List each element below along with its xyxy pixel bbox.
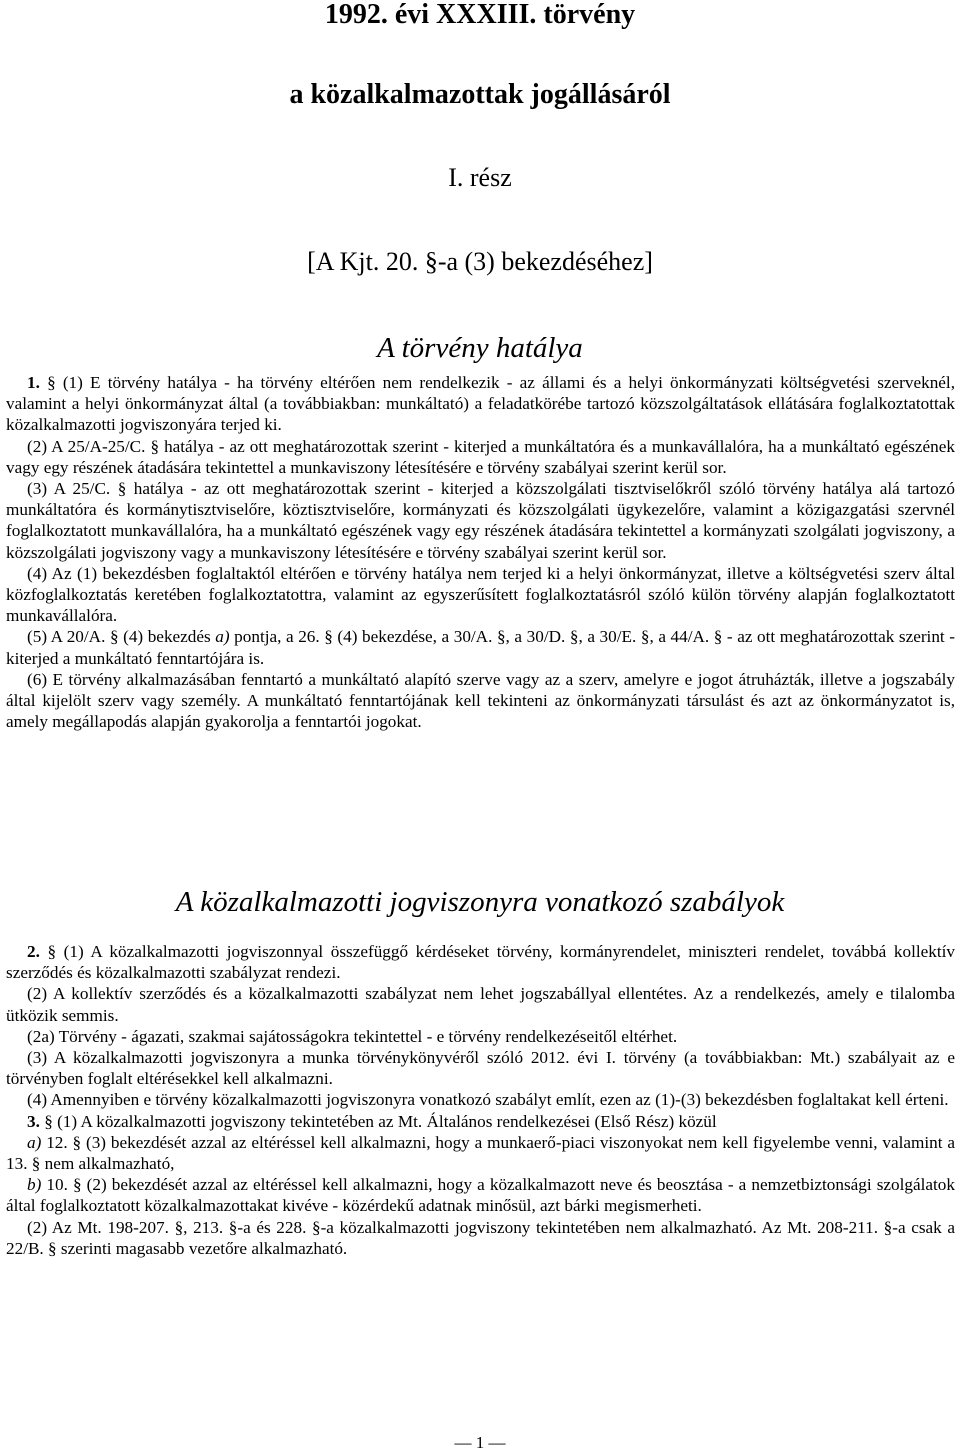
point-label: a) (27, 1132, 42, 1152)
point-label: b) (27, 1175, 42, 1195)
section-rules-body (6, 941, 955, 1259)
point-b (6, 1174, 955, 1216)
paragraph-3-1 (6, 1111, 955, 1132)
paragraph-text: (5) A 20/A. § (4) bekezdés (27, 627, 216, 647)
paragraph-text: § (1) E törvény hatálya - ha törvény eltérően nem rendelkezik - az állami és a helyi önkormányzati költségvetési szerveknél, valamint a helyi önkormányzat által (a továbbiakban: munkáltató) a feladatkörébe tartozó közszolgáltatások ellátására foglalkoztatottak közalkalmazotti jogviszonyára terjed ki. (6, 373, 955, 435)
paragraph-1-2: (2) A 25/A-25/C. § hatálya - az ott meghatározottak szerint - kiterjed a munkáltatóra és a munkavállalóra, ha a munkáltató egészének vagy egy részének átadására tekintettel a munkaviszony létesítésére e törvény szabályai szerint kerül sor. (6, 436, 955, 477)
paragraph-2-2: (2) A kollektív szerződés és a közalkalmazotti szabályzat nem lehet jogszabállyal ellentétes. Az a rendelkezés, amely e tilalomba ütközik semmis. (6, 984, 955, 1025)
section-scope-body (6, 372, 955, 732)
paragraph-1-5 (6, 626, 955, 668)
paragraph-1-4: (4) Az (1) bekezdésben foglaltaktól eltérően e törvény hatálya nem terjed ki a helyi önkormányzat, illetve a költségvetési szerv által közfoglalkoztatás keretében foglalkoztatottra, valamint az egyszerűsített foglalkoztatásról szóló külön törvény alapján foglalkoztatott munkavállalóra. (6, 563, 955, 626)
reference-line: [A Kjt. 20. §-a (3) bekezdéséhez] (307, 247, 653, 276)
section-number: 3. (27, 1111, 40, 1131)
paragraph-2-1 (6, 941, 955, 983)
section-heading-scope: A törvény hatálya (377, 332, 583, 364)
section-number: 1. (27, 373, 40, 392)
paragraph-text: 10. § (2) bekezdését azzal az eltéréssel kell alkalmazni, hogy a közalkalmazott neve és beosztása - a nemzetbiztonsági szolgálatok által foglalkoztatott közalkalmazottakat kivéve - közérdekű adatnak minősül, azt bárki megismerheti. (6, 1175, 955, 1216)
paragraph-text: § (1) A közalkalmazotti jogviszonnyal összefüggő kérdéseket törvény, kormányrendelet, miniszteri rendelet, továbbá kollektív szerződés és közalkalmazotti szabályzat rendezi. (6, 942, 956, 983)
paragraph-2-4: (4) Amennyiben e törvény közalkalmazotti jogviszonyra vonatkozó szabályt említ, ezen az (1)-(3) bekezdésben foglaltakat kell érteni. (27, 1090, 949, 1110)
section-number: 2. (27, 942, 40, 961)
law-subtitle: a közalkalmazottak jogállásáról (289, 79, 671, 110)
paragraph-2-3: (3) A közalkalmazotti jogviszonyra a munka törvénykönyvéről szóló 2012. évi I. törvény (a továbbiakban: Mt.) szabályait az e törvényben foglalt eltérésekkel kell alkalmazni. (6, 1048, 955, 1089)
paragraph-1-6: (6) E törvény alkalmazásában fenntartó a munkáltató alapító szerve vagy az a szerv, amelyre e jogot átruházták, illetve a jogszabály által kijelölt szerv vagy személy. A munkáltató fenntartójának kell tekinteni az önkormányzati társulást és azt az önkormányzatot is, amely megállapodás alapján gyakorolja a fenntartói jogokat. (6, 669, 955, 732)
paragraph-1-1 (6, 372, 955, 436)
paragraph-text: pontja, a 26. § (4) bekezdése, a 30/A. §, a 30/D. §, a 30/E. §, a 44/A. § - az ott meghatározottak szerint - kiterjed a munkáltató fenntartójára is. (6, 627, 955, 668)
law-title: 1992. évi XXXIII. törvény (324, 0, 636, 30)
paragraph-1-3: (3) A 25/C. § hatálya - az ott meghatározottak szerint - kiterjed a közszolgálati tisztviselőkről szóló törvény hatálya alá tartozó munkáltatóra és kormánytisztviselőre, köztisztviselőre, kormányzati és közszolgálati ügykezelőre, valamint a közigazgatási szervnél foglalkoztatott munkavállalóra, ha a munkáltató egészének vagy egy részének átadására tekintettel a kormányzati szolgálati jogviszony, a közszolgálati jogviszony vagy a munkaviszony létesítésére e törvény szabályai szerint kerül sor. (6, 479, 955, 562)
page-number: — 1 — (454, 1433, 506, 1452)
point-label: a) (215, 627, 230, 647)
paragraph-text: 12. § (3) bekezdését azzal az eltéréssel kell alkalmazni, hogy a munkaerő-piaci viszonyokat nem kell figyelembe venni, valamint a 13. § nem alkalmazható, (6, 1132, 955, 1174)
part-heading: I. rész (448, 163, 512, 192)
point-a (6, 1132, 955, 1174)
paragraph-3-2: (2) Az Mt. 198-207. §, 213. §-a és 228. §-a közalkalmazotti jogviszony tekintetében nem alkalmazható. Az Mt. 208-211. §-a csak a 22/B. § szerinti magasabb vezetőre alkalmazható. (6, 1217, 955, 1258)
paragraph-2-2a: (2a) Törvény - ágazati, szakmai sajátosságokra tekintettel - e törvény rendelkezéseitől eltérhet. (27, 1026, 678, 1046)
section-heading-rules: A közalkalmazotti jogviszonyra vonatkozó szabályok (175, 886, 785, 918)
paragraph-text: § (1) A közalkalmazotti jogviszony tekintetében az Mt. Általános rendelkezései (Első Rész) közül (44, 1111, 717, 1131)
